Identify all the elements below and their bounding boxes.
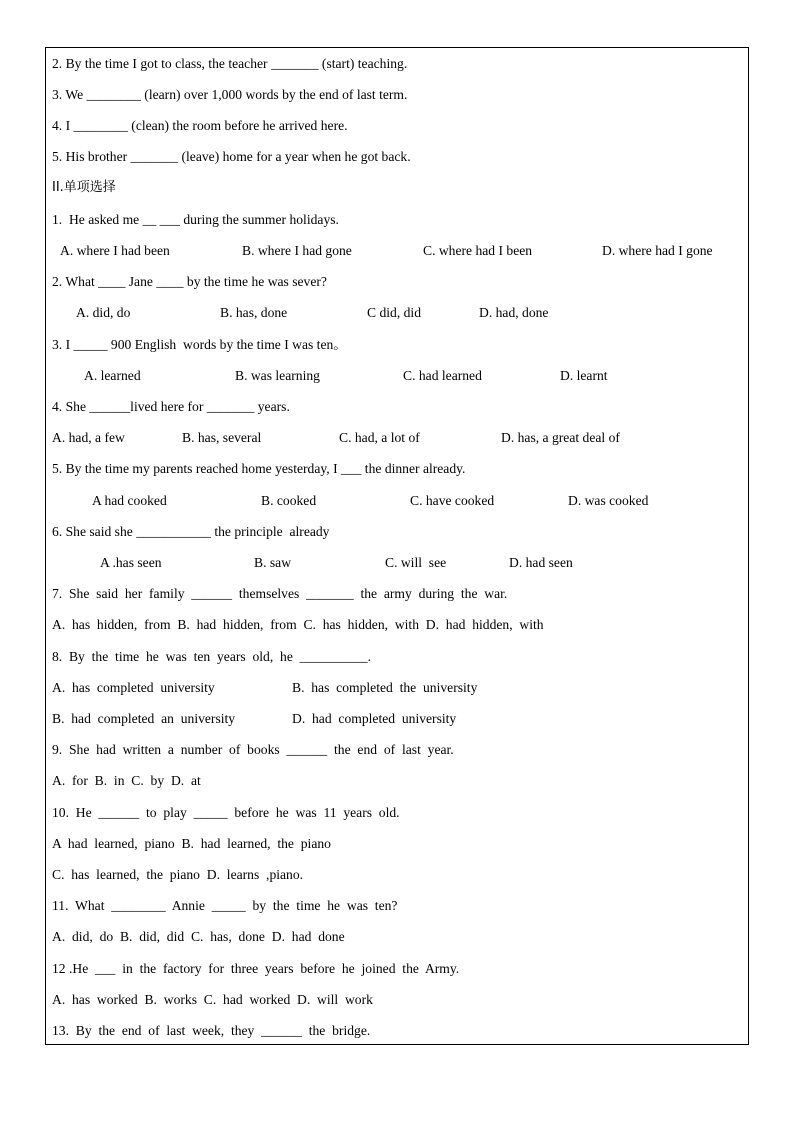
mc-q12-options: A. has worked B. works C. had worked D. will work <box>52 992 373 1007</box>
mc-q4-stem: 4. She ______lived here for _______ years. <box>52 399 290 414</box>
mc-q8-option-d: D. had completed university <box>292 711 457 726</box>
mc-q6-option-c: C. will see <box>385 555 447 570</box>
mc-q1-option-b: B. where I had gone <box>242 243 352 258</box>
mc-q2-stem: 2. What ____ Jane ____ by the time he was sever? <box>52 274 327 289</box>
fill-in-q2: 2. By the time I got to class, the teacher _______ (start) teaching. <box>52 56 408 71</box>
mc-q1-option-d: D. where had I gone <box>602 243 713 258</box>
mc-q3-option-b: B. was learning <box>235 368 320 383</box>
mc-q7-stem: 7. She said her family ______ themselves _______ the army during the war. <box>52 586 508 601</box>
mc-q4-option-c: C. had, a lot of <box>339 430 420 445</box>
mc-q2-option-d: D. had, done <box>479 305 549 320</box>
page-border <box>45 47 749 1045</box>
fill-in-q4: 4. I ________ (clean) the room before he arrived here. <box>52 118 348 133</box>
mc-q2-option-b: B. has, done <box>220 305 288 320</box>
mc-q8-option-c: B. had completed an university <box>52 711 236 726</box>
mc-q6-option-a: A .has seen <box>100 555 162 570</box>
mc-q4-option-b: B. has, several <box>182 430 262 445</box>
mc-q3-option-c: C. had learned <box>403 368 482 383</box>
mc-q8-stem: 8. By the time he was ten years old, he __________. <box>52 649 372 664</box>
mc-q12-stem: 12 .He ___ in the factory for three years before he joined the Army. <box>52 961 460 976</box>
mc-q8-option-a: A. has completed university <box>52 680 215 695</box>
mc-q2-option-c: C did, did <box>367 305 422 320</box>
section-title: II.单项选择 <box>52 180 116 195</box>
fill-in-q5: 5. His brother _______ (leave) home for a year when he got back. <box>52 149 411 164</box>
mc-q2-option-a: A. did, do <box>76 305 131 320</box>
mc-q1-stem: 1. He asked me __ ___ during the summer holidays. <box>52 212 339 227</box>
mc-q10-stem: 10. He ______ to play _____ before he was 11 years old. <box>52 805 400 820</box>
mc-q3-stem: 3. I _____ 900 English words by the time I was ten。 <box>52 337 347 352</box>
mc-q8-option-b: B. has completed the university <box>292 680 478 695</box>
mc-q5-option-d: D. was cooked <box>568 493 649 508</box>
mc-q5-option-a: A had cooked <box>92 493 167 508</box>
mc-q10-options-line-1: A had learned, piano B. had learned, the piano <box>52 836 331 851</box>
mc-q3-option-a: A. learned <box>84 368 141 383</box>
fill-in-q3: 3. We ________ (learn) over 1,000 words by the end of last term. <box>52 87 408 102</box>
mc-q1-option-a: A. where I had been <box>60 243 170 258</box>
mc-q11-options: A. did, do B. did, did C. has, done D. had done <box>52 929 345 944</box>
mc-q5-option-c: C. have cooked <box>410 493 495 508</box>
mc-q7-options: A. has hidden, from B. had hidden, from C. has hidden, with D. had hidden, with <box>52 617 544 632</box>
mc-q5-stem: 5. By the time my parents reached home yesterday, I ___ the dinner already. <box>52 461 466 476</box>
mc-q1-option-c: C. where had I been <box>423 243 533 258</box>
mc-q5-option-b: B. cooked <box>261 493 317 508</box>
mc-q3-option-d: D. learnt <box>560 368 608 383</box>
mc-q4-option-d: D. has, a great deal of <box>501 430 620 445</box>
mc-q6-option-b: B. saw <box>254 555 292 570</box>
mc-q9-stem: 9. She had written a number of books ______ the end of last year. <box>52 742 454 757</box>
mc-q11-stem: 11. What ________ Annie _____ by the time he was ten? <box>52 898 398 913</box>
mc-q4-option-a: A. had, a few <box>52 430 125 445</box>
mc-q10-options-line-2: C. has learned, the piano D. learns ,piano. <box>52 867 304 882</box>
mc-q6-option-d: D. had seen <box>509 555 573 570</box>
mc-q9-options: A. for B. in C. by D. at <box>52 773 201 788</box>
mc-q6-stem: 6. She said she ___________ the principle already <box>52 524 330 539</box>
mc-q13-stem: 13. By the end of last week, they ______ the bridge. <box>52 1023 371 1038</box>
